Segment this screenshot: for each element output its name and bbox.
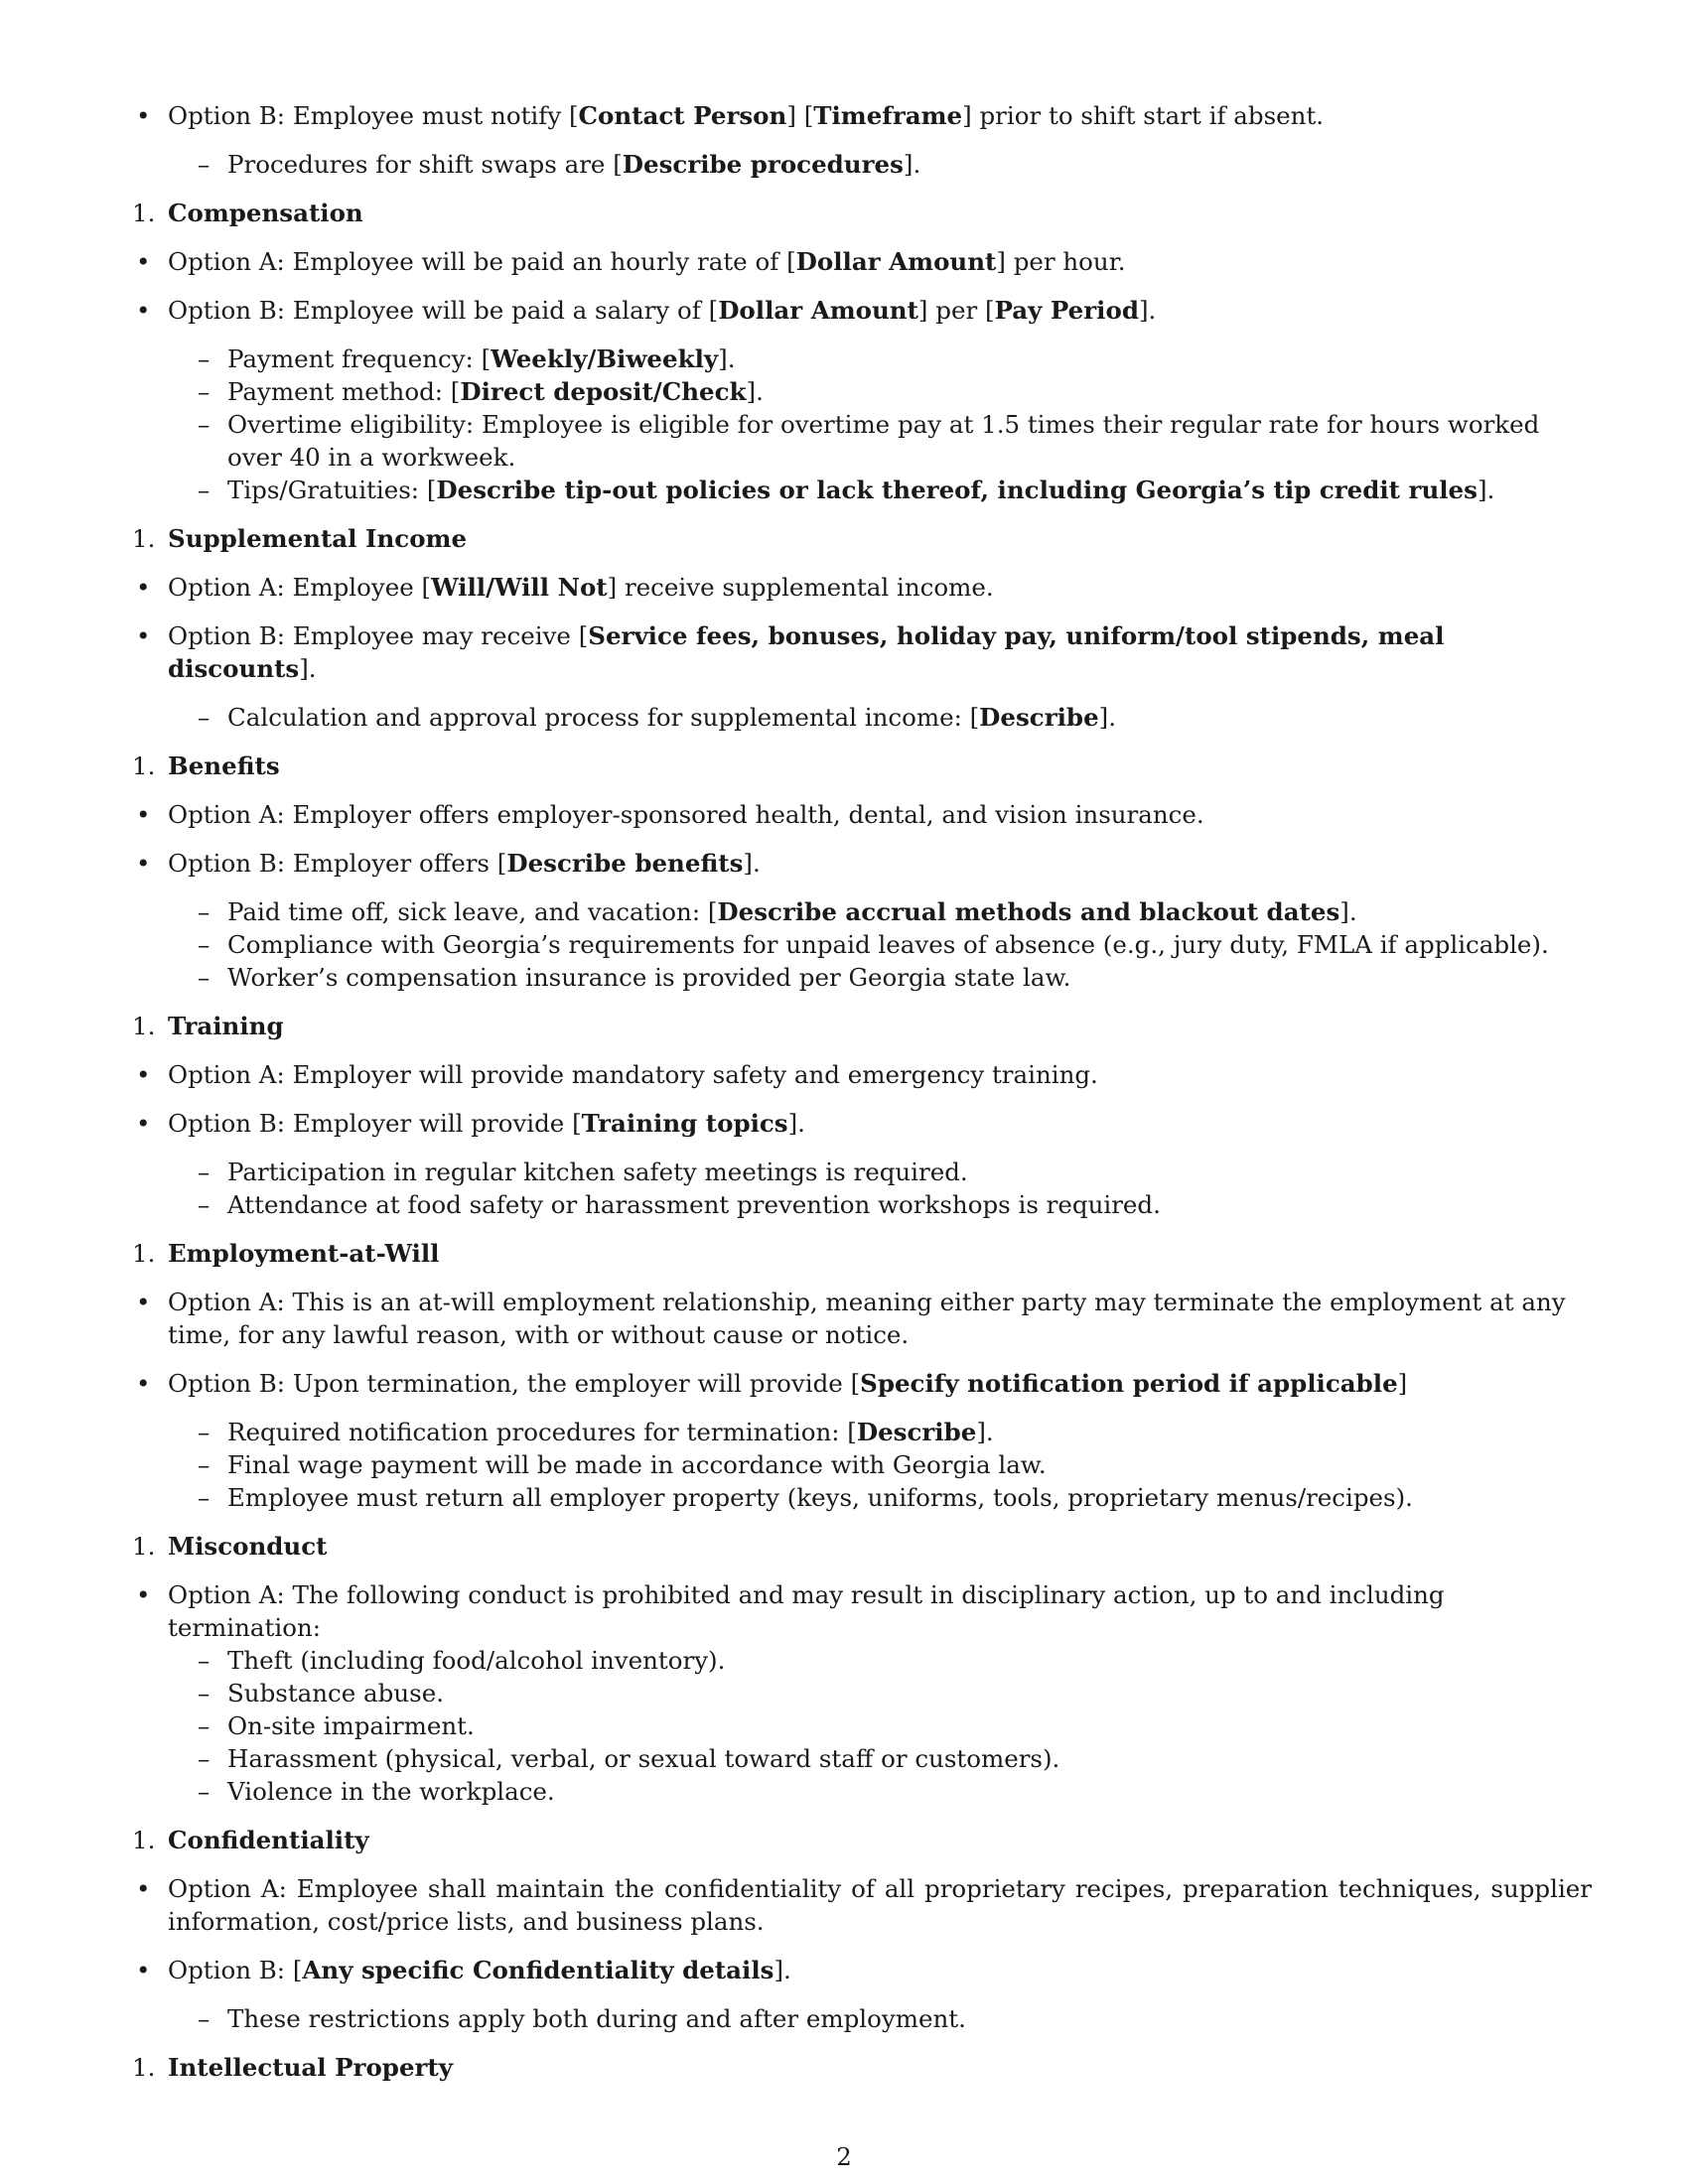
- text-run: Participation in regular kitchen safety meetings is required.: [227, 1158, 968, 1186]
- section-title: Intellectual Property: [168, 2053, 453, 2082]
- text-run: Worker’s compensation insurance is provided per Georgia state law.: [227, 963, 1071, 992]
- text-run: Option B: Employer offers [: [168, 849, 507, 878]
- sub-list-item: [198, 2002, 1592, 2035]
- sub-list: [132, 701, 1592, 734]
- placeholder-text: Weekly/Biweekly: [491, 344, 719, 373]
- placeholder-text: Training topics: [581, 1109, 788, 1138]
- section-heading: [132, 750, 1592, 782]
- text-run: ] [: [786, 101, 814, 130]
- text-run: Option A: The following conduct is prohibited and may result in disciplinary action, up to and including termination:: [168, 1580, 1445, 1642]
- placeholder-text: Will/Will Not: [431, 573, 608, 602]
- bullet-item: [132, 798, 1592, 831]
- sub-list-item: [198, 895, 1592, 928]
- sub-list: [132, 895, 1592, 994]
- sub-list: [132, 148, 1592, 181]
- section-number: 1.: [132, 2053, 156, 2082]
- text-run: Harassment (physical, verbal, or sexual toward staff or customers).: [227, 1744, 1060, 1773]
- section-heading: [132, 1237, 1592, 1270]
- page-number: 2: [836, 2142, 852, 2171]
- section-heading: [132, 2051, 1592, 2084]
- dash-marker: –: [198, 150, 211, 179]
- sub-list: [132, 342, 1592, 506]
- dash-marker: –: [198, 1646, 211, 1675]
- placeholder-text: Describe: [979, 703, 1099, 732]
- bullet-item: [132, 1058, 1592, 1091]
- dash-marker: –: [198, 476, 211, 504]
- sub-list: [132, 1644, 1592, 1808]
- section-heading: [132, 1010, 1592, 1042]
- sub-list-item: [198, 1416, 1592, 1448]
- section-heading: [132, 522, 1592, 555]
- text-run: Required notification procedures for termination: [: [227, 1418, 857, 1446]
- section-number: 1.: [132, 751, 156, 780]
- placeholder-text: Describe procedures: [622, 150, 904, 179]
- text-run: Employee must return all employer property (keys, uniforms, tools, proprietary menus/recipes).: [227, 1483, 1413, 1512]
- text-run: Theft (including food/alcohol inventory).: [227, 1646, 726, 1675]
- text-run: ] prior to shift start if absent.: [962, 101, 1325, 130]
- dash-marker: –: [198, 703, 211, 732]
- bullet-item: [132, 1578, 1592, 1644]
- placeholder-text: Contact Person: [578, 101, 787, 130]
- sub-list-item: [198, 1188, 1592, 1221]
- dash-marker: –: [198, 1483, 211, 1512]
- section-heading: [132, 197, 1592, 229]
- section-number: 1.: [132, 1012, 156, 1040]
- bullet-item: [132, 99, 1592, 132]
- text-run: These restrictions apply both during and after employment.: [227, 2004, 966, 2033]
- text-run: Option A: Employer offers employer-sponsored health, dental, and vision insurance.: [168, 800, 1204, 829]
- text-run: ].: [787, 1109, 805, 1138]
- text-run: Calculation and approval process for supplemental income: [: [227, 703, 980, 732]
- sub-list-item: [198, 1644, 1592, 1677]
- sub-list: [132, 1156, 1592, 1221]
- placeholder-text: Dollar Amount: [795, 247, 997, 276]
- text-run: Compliance with Georgia’s requirements for unpaid leaves of absence (e.g., jury duty, FMLA if applicable).: [227, 930, 1549, 959]
- sub-list-item: [198, 342, 1592, 375]
- section-title: Employment-at-Will: [168, 1239, 440, 1268]
- text-run: Payment method: [: [227, 377, 461, 406]
- text-run: ]: [1397, 1369, 1408, 1398]
- bullet-item: [132, 619, 1592, 685]
- dash-marker: –: [198, 963, 211, 992]
- placeholder-text: Pay Period: [994, 296, 1139, 325]
- section-number: 1.: [132, 1239, 156, 1268]
- text-run: Option B: [: [168, 1956, 303, 1984]
- sub-list-item: [198, 408, 1592, 474]
- section-title: Confidentiality: [168, 1826, 369, 1854]
- text-run: Option B: Employer will provide [: [168, 1109, 582, 1138]
- text-run: Overtime eligibility: Employee is eligible for overtime pay at 1.5 times their regular rate for hours worked over 40 in a workweek.: [227, 410, 1540, 472]
- dash-marker: –: [198, 1158, 211, 1186]
- text-run: Substance abuse.: [227, 1679, 444, 1707]
- text-run: ].: [1339, 897, 1357, 926]
- section-title: Compensation: [168, 199, 363, 227]
- text-run: [: [568, 101, 579, 130]
- text-run: Option B: Employee will be paid a salary of [: [168, 296, 719, 325]
- sub-list-item: [198, 1709, 1592, 1742]
- sub-list-item: [198, 474, 1592, 506]
- section-title: Benefits: [168, 751, 280, 780]
- sub-list-item: [198, 961, 1592, 994]
- dash-marker: –: [198, 1190, 211, 1219]
- sub-list: [132, 1416, 1592, 1514]
- placeholder-text: Timeframe: [813, 101, 963, 130]
- dash-marker: –: [198, 1450, 211, 1479]
- placeholder-text: Describe tip-out policies or lack thereof, including Georgia’s tip credit rules: [436, 476, 1477, 504]
- dash-marker: –: [198, 377, 211, 406]
- text-run: Option B: Employee must notify: [168, 101, 569, 130]
- placeholder-text: Describe benefits: [506, 849, 744, 878]
- text-run: ] receive supplemental income.: [607, 573, 994, 602]
- section-title: Misconduct: [168, 1532, 328, 1561]
- dash-marker: –: [198, 1679, 211, 1707]
- section-number: 1.: [132, 199, 156, 227]
- section-title: Supplemental Income: [168, 524, 468, 553]
- section-heading: [132, 1824, 1592, 1856]
- text-run: Procedures for shift swaps are [: [227, 150, 623, 179]
- dash-marker: –: [198, 2004, 211, 2033]
- placeholder-text: Describe: [856, 1418, 977, 1446]
- placeholder-text: Specify notification period if applicable: [860, 1369, 1398, 1398]
- text-run: ].: [1138, 296, 1157, 325]
- section-number: 1.: [132, 1532, 156, 1561]
- text-run: ].: [903, 150, 921, 179]
- sub-list-item: [198, 1156, 1592, 1188]
- text-run: Violence in the workplace.: [227, 1777, 555, 1806]
- text-run: Option A: This is an at-will employment relationship, meaning either party may terminate the employment at any time, for any lawful reason, with or without cause or notice.: [168, 1288, 1566, 1349]
- bullet-item: [132, 294, 1592, 327]
- placeholder-text: Dollar Amount: [718, 296, 918, 325]
- sub-list-item: [198, 375, 1592, 408]
- sub-list-item: [198, 701, 1592, 734]
- text-run: On-site impairment.: [227, 1711, 475, 1740]
- placeholder-text: Service fees, bonuses, holiday pay, uniform/tool stipends, meal discounts: [168, 621, 1445, 683]
- text-run: Option A: Employee [: [168, 573, 432, 602]
- text-run: Option B: Upon termination, the employer will provide [: [168, 1369, 861, 1398]
- text-run: ].: [976, 1418, 994, 1446]
- sub-list-item: [198, 1677, 1592, 1709]
- section-title: Training: [168, 1012, 284, 1040]
- bullet-item: [132, 571, 1592, 604]
- bullet-item: [132, 245, 1592, 278]
- text-run: ].: [1477, 476, 1495, 504]
- sub-list-item: [198, 148, 1592, 181]
- text-run: Attendance at food safety or harassment prevention workshops is required.: [227, 1190, 1161, 1219]
- bullet-item: [132, 1954, 1592, 1986]
- dash-marker: –: [198, 930, 211, 959]
- section-heading: [132, 1530, 1592, 1563]
- section-number: 1.: [132, 1826, 156, 1854]
- text-run: ].: [774, 1956, 791, 1984]
- dash-marker: –: [198, 344, 211, 373]
- dash-marker: –: [198, 1777, 211, 1806]
- bullet-item: [132, 1286, 1592, 1351]
- placeholder-text: Any specific Confidentiality details: [302, 1956, 774, 1984]
- text-run: Option A: Employer will provide mandatory safety and emergency training.: [168, 1060, 1098, 1089]
- sub-list-item: [198, 1775, 1592, 1808]
- text-run: ].: [743, 849, 761, 878]
- bullet-item: [132, 847, 1592, 880]
- text-run: Option A: Employee shall maintain the confidentiality of all proprietary recipes, preparation techniques, supplier information, cost/price lists, and business plans.: [168, 1874, 1592, 1936]
- text-run: ] per hour.: [996, 247, 1126, 276]
- bullet-item: [132, 1107, 1592, 1140]
- text-run: Payment frequency: [: [227, 344, 492, 373]
- text-run: ] per [: [917, 296, 995, 325]
- sub-list-item: [198, 1448, 1592, 1481]
- section-number: 1.: [132, 524, 156, 553]
- text-run: ].: [746, 377, 764, 406]
- dash-marker: –: [198, 1711, 211, 1740]
- text-run: Option B: Employee may receive [: [168, 621, 589, 650]
- text-run: ].: [299, 654, 317, 683]
- dash-marker: –: [198, 410, 211, 439]
- sub-list-item: [198, 1481, 1592, 1514]
- bullet-item: [132, 1872, 1592, 1938]
- text-run: Paid time off, sick leave, and vacation: [: [227, 897, 718, 926]
- sub-list-item: [198, 928, 1592, 961]
- text-run: Final wage payment will be made in accordance with Georgia law.: [227, 1450, 1047, 1479]
- text-run: Option A: Employee will be paid an hourly rate of [: [168, 247, 796, 276]
- dash-marker: –: [198, 1418, 211, 1446]
- bullet-item: [132, 1367, 1592, 1400]
- text-run: ].: [718, 344, 736, 373]
- dash-marker: –: [198, 897, 211, 926]
- placeholder-text: Direct deposit/Check: [460, 377, 747, 406]
- text-run: Tips/Gratuities: [: [227, 476, 437, 504]
- document-body: [132, 99, 1592, 2100]
- dash-marker: –: [198, 1744, 211, 1773]
- text-run: ].: [1098, 703, 1117, 732]
- placeholder-text: Describe accrual methods and blackout dates: [717, 897, 1340, 926]
- sub-list: [132, 2002, 1592, 2035]
- sub-list-item: [198, 1742, 1592, 1775]
